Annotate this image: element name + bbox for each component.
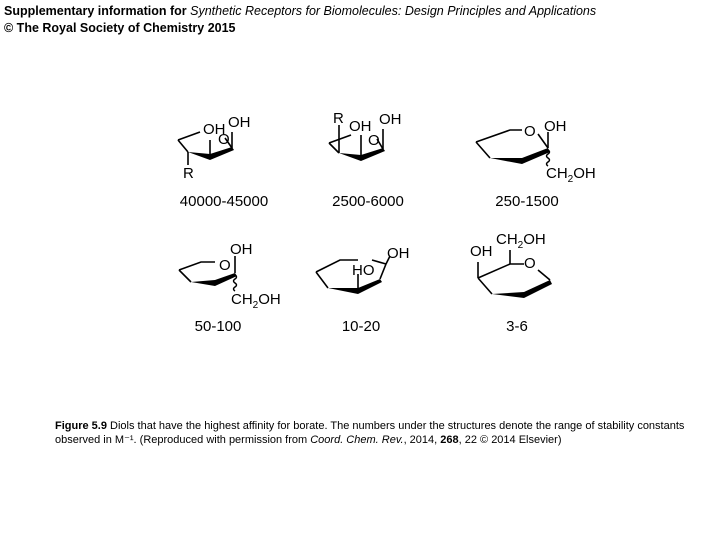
header-book-title: Synthetic Receptors for Biomolecules: Design Principles and Applications xyxy=(190,4,597,18)
caption-text-2: , 2014, xyxy=(403,434,441,446)
s2-oh-label-1: OH xyxy=(349,118,372,135)
structure-2-range: 2500-6000 xyxy=(332,193,404,210)
structure-4 xyxy=(175,238,295,323)
structure-5-range: 10-20 xyxy=(341,318,381,335)
header-copyright: © The Royal Society of Chemistry 2015 xyxy=(4,21,236,35)
s6-ch2oh-label: $CH_2OH$ xyxy=(496,231,546,251)
structure-5 xyxy=(312,244,422,309)
s3-ch2oh-label: $CH_2OH$ xyxy=(546,165,596,185)
structure-1-drawing xyxy=(170,110,280,190)
structure-3-drawing xyxy=(470,112,610,192)
s1-oh-label-2: OH xyxy=(228,114,251,131)
structure-5-drawing xyxy=(312,244,422,304)
figure-label: Figure 5.9 xyxy=(55,420,107,432)
structure-1-range: 40000-45000 xyxy=(179,193,269,210)
s4-ring-o-label: O xyxy=(219,257,231,274)
s6-oh-label: OH xyxy=(470,243,493,260)
structure-1 xyxy=(170,110,280,195)
structure-6-drawing xyxy=(466,228,576,308)
caption-text-3: , 22 © 2014 Elsevier) xyxy=(458,434,562,446)
structure-4-range: 50-100 xyxy=(194,318,242,335)
caption-journal: Coord. Chem. Rev. xyxy=(310,434,404,446)
s6-ring-o-label: O xyxy=(524,255,536,272)
s3-oh-label: OH xyxy=(544,118,567,135)
s2-r-label: R xyxy=(333,110,344,127)
structure-3 xyxy=(470,112,610,197)
s2-ring-o-label: O xyxy=(368,132,380,149)
figure-caption xyxy=(55,419,695,447)
structure-2-drawing xyxy=(325,105,435,185)
s4-oh-label: OH xyxy=(230,241,253,258)
s3-ring-o-label: O xyxy=(524,123,536,140)
s4-ch2oh-label: $CH_2OH$ xyxy=(231,291,281,311)
structure-3-range: 250-1500 xyxy=(495,193,559,210)
caption-text-1: Diols that have the highest affinity for borate. The numbers under the structures denote the range of stability constants observed in M⁻¹. (Reproduced with permission from xyxy=(55,420,685,446)
structure-4-drawing xyxy=(175,238,295,318)
structure-6-range: 3-6 xyxy=(506,318,528,335)
header-line-1 xyxy=(4,3,596,20)
s5-ho-label: HO xyxy=(352,262,375,279)
s1-r-label: R xyxy=(183,165,194,182)
s5-oh-label: OH xyxy=(387,245,410,262)
caption-volume: 268 xyxy=(440,434,459,446)
structure-2 xyxy=(325,105,435,190)
structure-6 xyxy=(466,228,576,313)
supplementary-header xyxy=(4,3,596,37)
s1-oh-label-1: OH xyxy=(203,121,226,138)
header-prefix: Supplementary information for xyxy=(4,4,191,18)
s1-ring-o-label: O xyxy=(218,131,230,148)
s2-oh-label-2: OH xyxy=(379,111,402,128)
